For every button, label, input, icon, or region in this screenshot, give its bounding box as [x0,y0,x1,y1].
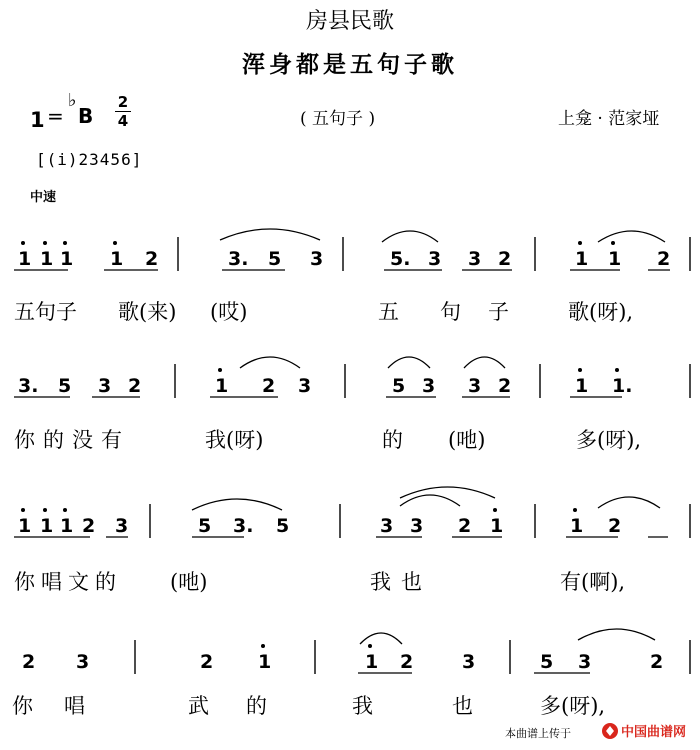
line1-note-6: 5 [268,248,282,270]
line3-note-2: 1 [60,515,74,537]
lyric-line4-6: 也 [452,694,473,718]
lyric-line4-2: 唱 [64,694,85,718]
line3-note-6: 3. [233,515,254,537]
line2-note-5: 2 [262,375,276,397]
lyric-line3-3: 我也 [370,570,432,594]
song-title: 浑身都是五句子歌 [242,52,458,78]
lyric-line1-6: 子 [488,300,509,324]
line3-octave-dot-11 [493,508,497,512]
line2-note-0: 3. [18,375,39,397]
line1-note-5: 3. [228,248,249,270]
genre-label: 房县民歌 [305,9,394,34]
line3-note-11: 1 [490,515,504,537]
lyric-line1-4: 五 [378,300,399,324]
line1-note-8: 5. [390,248,411,270]
line3-note-10: 2 [458,515,472,537]
lyric-line2-3: 的 [382,428,403,452]
line4-note-1: 3 [76,651,90,673]
line3-note-5: 5 [198,515,212,537]
line2-note-2: 3 [98,375,112,397]
line2-note-6: 3 [298,375,312,397]
line2-note-11: 1 [575,375,589,397]
line3-note-7: 5 [276,515,290,537]
lyric-line3-1: 你唱文的 [14,570,122,594]
lyric-line3-4: 有(啊), [560,570,626,594]
line1-octave-dot-2 [63,241,67,245]
line3-octave-dot-2 [63,508,67,512]
line4-octave-dot-4 [368,644,372,648]
line4-note-4: 1 [365,651,379,673]
line1-note-11: 2 [498,248,512,270]
line1-slur-0 [220,229,320,240]
lyric-line4-5: 我 [352,694,373,718]
line3-note-12: 1 [570,515,584,537]
line4-note-2: 2 [200,651,214,673]
line3-slur-1 [400,495,460,506]
site-logo[interactable] [600,718,696,744]
line1-note-14: 2 [657,248,671,270]
tone-range: [(i)23456] [36,150,143,169]
key-equals: = [47,104,64,128]
line3-note-0: 1 [18,515,32,537]
line1-note-4: 2 [145,248,159,270]
time-signature-top: 2 [117,93,129,111]
line2-slur-1 [388,357,430,368]
line2-slur-0 [240,357,300,368]
line4-note-6: 3 [462,651,476,673]
time-signature-bottom: 4 [117,112,129,130]
lyric-line2-2: 我(呀) [205,428,264,452]
line1-slur-1 [382,231,438,242]
line3-note-3: 2 [82,515,96,537]
line1-note-3: 1 [110,248,124,270]
line2-note-1: 5 [58,375,72,397]
line3-note-8: 3 [380,515,394,537]
line1-note-9: 3 [428,248,442,270]
line2-octave-dot-4 [218,368,222,372]
line3-slur-2 [400,487,495,498]
line3-note-13: 2 [608,515,622,537]
line4-note-5: 2 [400,651,414,673]
line3-octave-dot-0 [21,508,25,512]
line1-note-7: 3 [310,248,324,270]
line1-slur-2 [598,231,665,242]
line2-note-7: 5 [392,375,406,397]
line2-note-12: 1. [612,375,633,397]
line4-note-3: 1 [258,651,272,673]
line1-octave-dot-13 [611,241,615,245]
line4-slur-0 [360,633,402,644]
line3-slur-0 [192,499,282,510]
lyric-line1-5: 句 [440,300,461,324]
key-note: B [78,104,94,128]
song-origin: 上龛 · 范家垭 [558,109,660,129]
key-flat-sign: ♭ [68,90,77,111]
line1-note-2: 1 [60,248,74,270]
line4-slur-1 [578,629,655,640]
line1-note-10: 3 [468,248,482,270]
line4-note-7: 5 [540,651,554,673]
line2-note-3: 2 [128,375,142,397]
line3-note-4: 3 [115,515,129,537]
line1-note-1: 1 [40,248,54,270]
line2-note-4: 1 [215,375,229,397]
tempo-marking: 中速 [30,190,57,205]
line2-note-9: 3 [468,375,482,397]
lyric-line2-4: (吔) [448,428,486,452]
line4-note-0: 2 [22,651,36,673]
lyric-line4-4: 的 [246,694,267,718]
lyric-line4-3: 武 [188,694,209,718]
key-tonic: 1 [30,108,45,132]
line4-note-8: 3 [578,651,592,673]
line2-note-10: 2 [498,375,512,397]
lyric-line3-2: (吔) [170,570,208,594]
line2-octave-dot-12 [615,368,619,372]
lyric-line4-7: 多(呀), [540,694,606,718]
lyric-line1-2: 歌(来) [118,300,177,324]
line4-note-9: 2 [650,651,664,673]
line1-note-0: 1 [18,248,32,270]
line3-octave-dot-12 [573,508,577,512]
line3-octave-dot-1 [43,508,47,512]
line1-note-12: 1 [575,248,589,270]
line3-slur-3 [598,497,660,508]
lyric-line2-5: 多(呀), [576,428,642,452]
upload-credit: 本曲谱上传于 [505,727,571,740]
line3-note-9: 3 [410,515,424,537]
line2-note-8: 3 [422,375,436,397]
line2-slur-2 [464,357,505,368]
line1-octave-dot-3 [113,241,117,245]
line1-octave-dot-0 [21,241,25,245]
lyric-line2-1: 你的没有 [14,428,130,452]
lyric-line1-3: (哎) [210,300,248,324]
line1-octave-dot-1 [43,241,47,245]
line1-octave-dot-12 [578,241,582,245]
lyric-line4-1: 你 [12,694,33,718]
line1-note-13: 1 [608,248,622,270]
song-subtitle: ( 五句子 ) [300,109,376,129]
site-logo-text: 中国曲谱网 [621,725,687,740]
line3-note-1: 1 [40,515,54,537]
line4-octave-dot-3 [261,644,265,648]
line2-octave-dot-11 [578,368,582,372]
lyric-line1-1: 五句子 [14,300,77,324]
lyric-line1-7: 歌(呀), [568,300,634,324]
